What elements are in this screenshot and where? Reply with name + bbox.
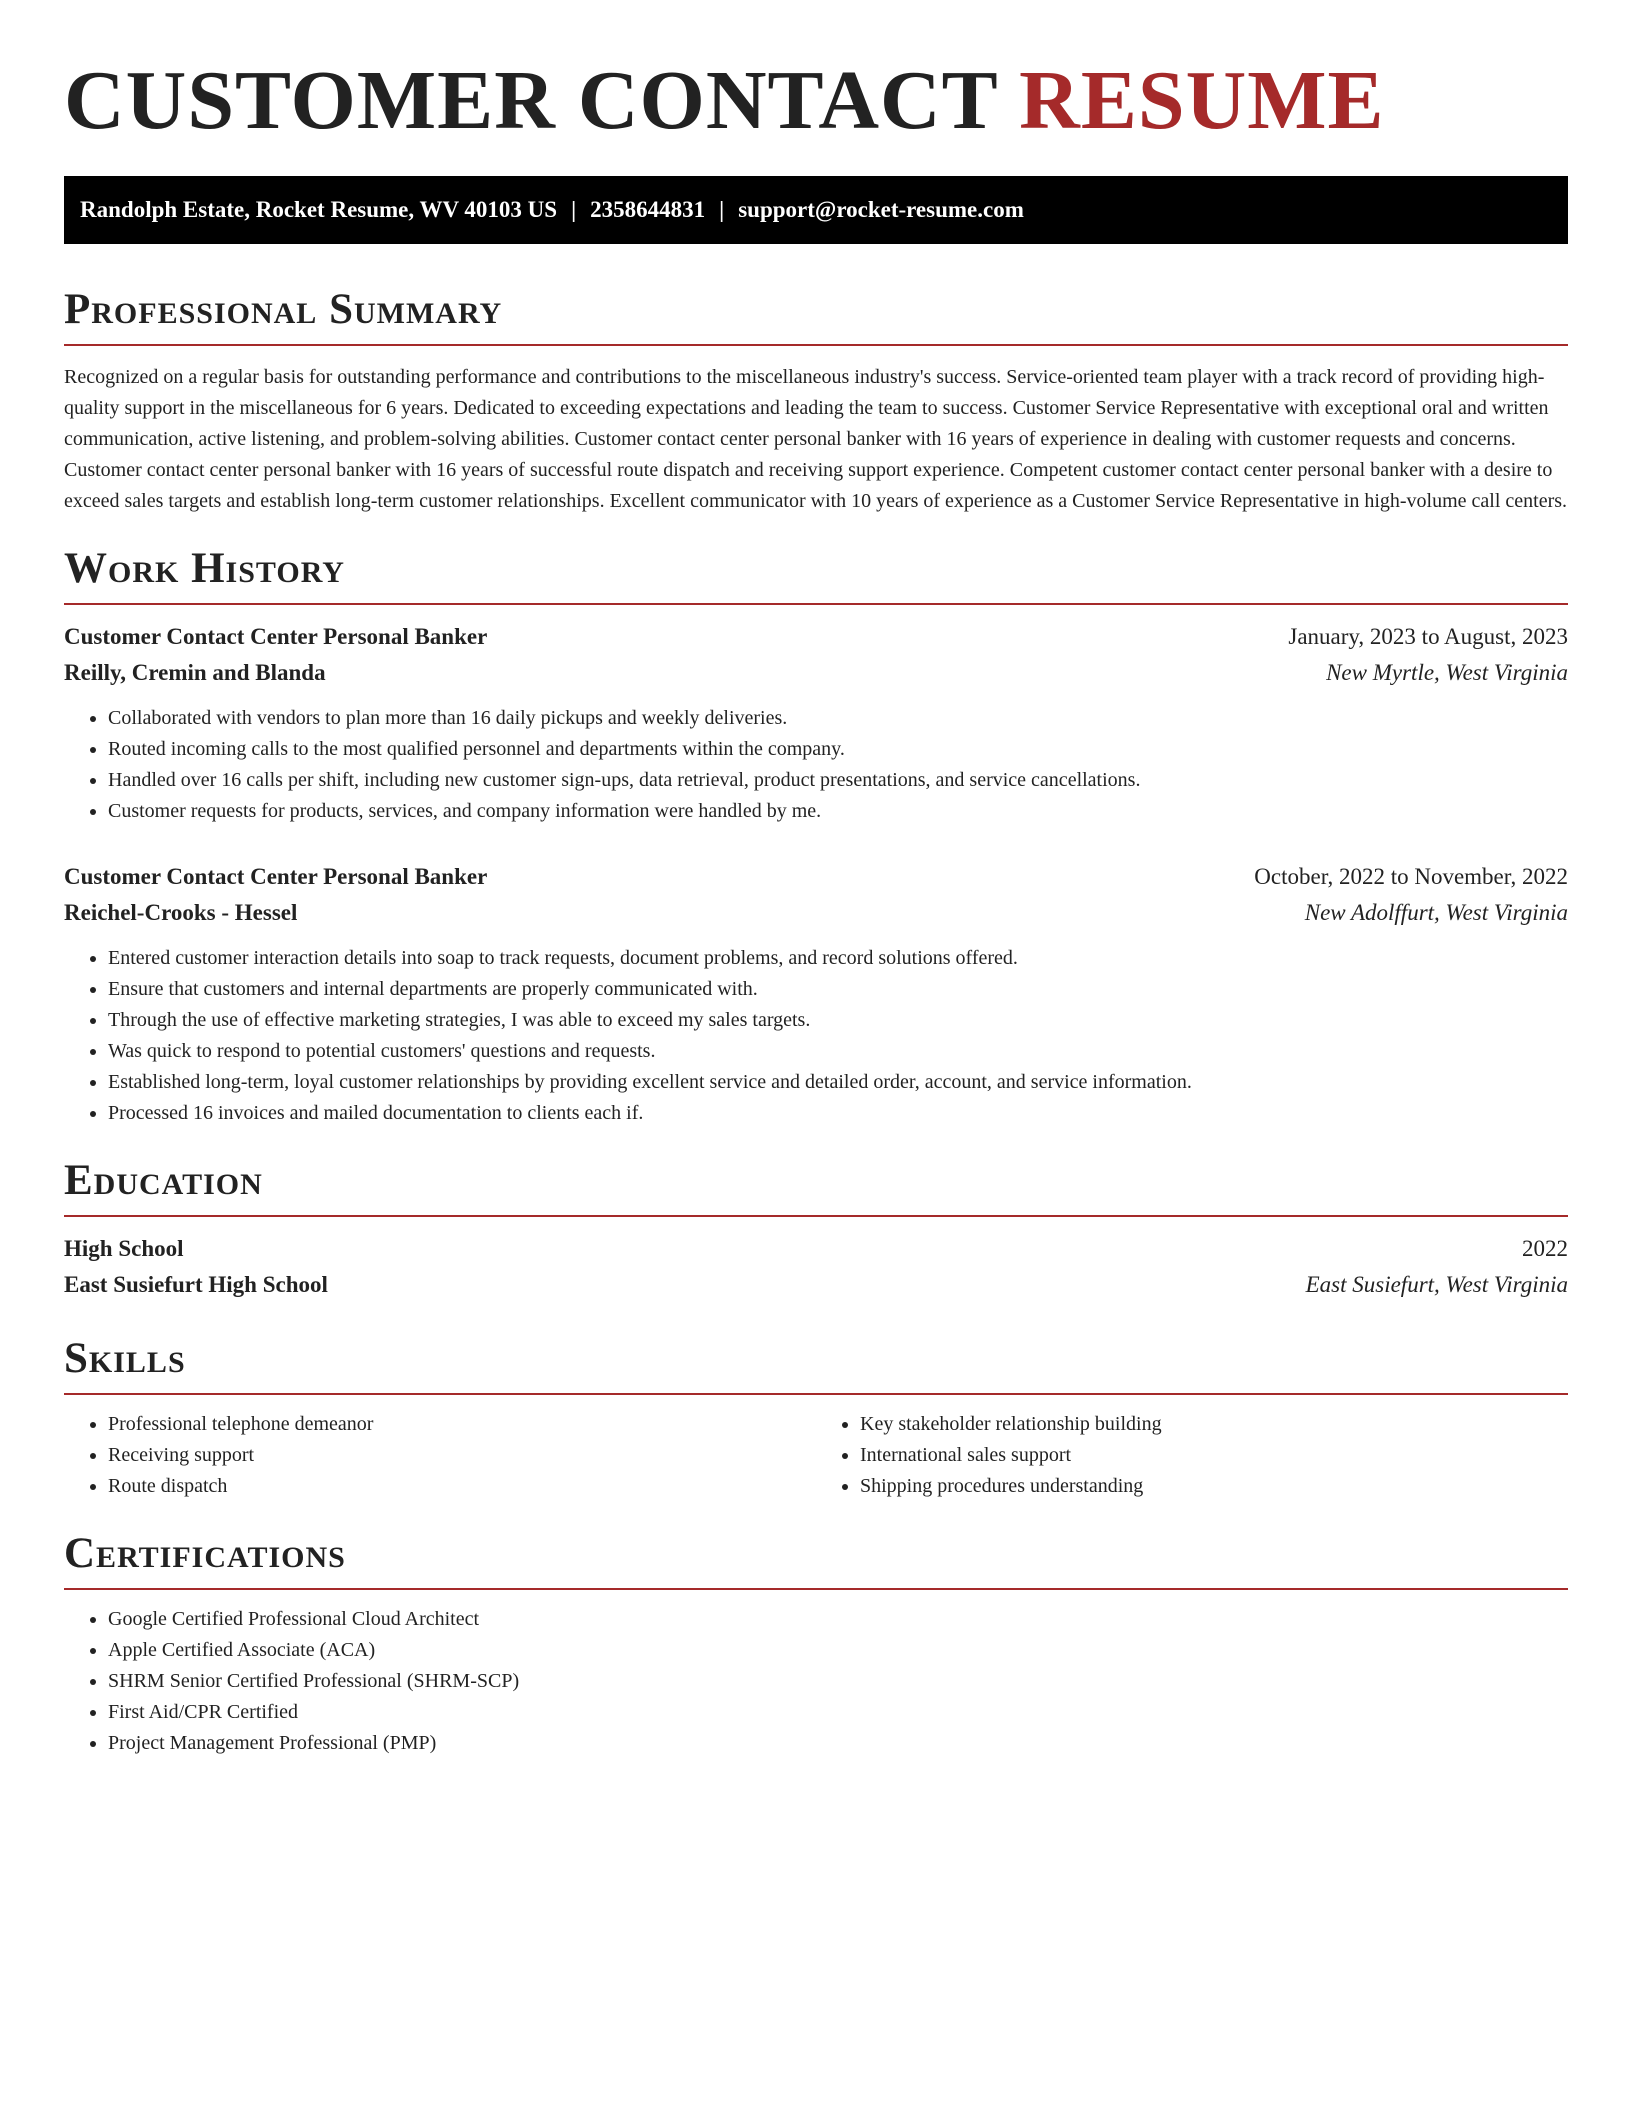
job-entry: [64, 859, 1568, 1129]
list-item: • Entered customer interaction details into soap to track requests, document problems, and record solutions offered.: [108, 943, 1568, 974]
section-heading-certifications: Certifications: [64, 1530, 346, 1577]
certifications-section: [64, 1530, 1568, 1759]
section-divider: [64, 1215, 1568, 1217]
contact-phone: 2358644831: [590, 197, 706, 222]
job-company: Reilly, Cremin and Blanda: [64, 660, 326, 685]
job-dates: January, 2023 to August, 2023: [1288, 624, 1568, 649]
job-header-row: [64, 619, 1568, 655]
education-year: 2022: [1522, 1236, 1568, 1261]
skills-section: [64, 1335, 1568, 1502]
certifications-list: [64, 1604, 1568, 1759]
list-item: • International sales support: [860, 1440, 1568, 1471]
job-company-row: [64, 655, 1568, 691]
page-title: [64, 0, 1568, 146]
section-heading-work-history: Work History: [64, 545, 345, 592]
job-bullets: [64, 703, 1568, 827]
list-item: • SHRM Senior Certified Professional (SHRM-SCP): [108, 1666, 1568, 1697]
section-heading-summary: Professional Summary: [64, 286, 503, 333]
education-degree: High School: [64, 1236, 184, 1261]
education-location: East Susiefurt, West Virginia: [1305, 1272, 1568, 1297]
list-item: • Customer requests for products, services, and company information were handled by me.: [108, 796, 1568, 827]
job-dates: October, 2022 to November, 2022: [1254, 864, 1568, 889]
section-heading-education: Education: [64, 1157, 263, 1204]
list-item: • Through the use of effective marketing strategies, I was able to exceed my sales targets.: [108, 1005, 1568, 1036]
education-school: East Susiefurt High School: [64, 1272, 328, 1297]
list-item: • Handled over 16 calls per shift, including new customer sign-ups, data retrieval, product presentations, and service cancellations.: [108, 765, 1568, 796]
education-school-row: [64, 1267, 1568, 1303]
skills-list-right: [816, 1409, 1568, 1502]
title-part-2: RESUME: [1019, 54, 1385, 147]
section-divider: [64, 1588, 1568, 1590]
job-company-row: [64, 895, 1568, 931]
skills-grid: [64, 1409, 1568, 1502]
resume-content: [64, 0, 1568, 1759]
contact-address: Randolph Estate, Rocket Resume, WV 40103 US: [80, 197, 558, 222]
list-item: • Ensure that customers and internal departments are properly communicated with.: [108, 974, 1568, 1005]
skills-list-left: [64, 1409, 816, 1502]
job-company: Reichel-Crooks - Hessel: [64, 900, 298, 925]
summary-text: Recognized on a regular basis for outstanding performance and contributions to the miscellaneous industry's success. Service-oriented team player with a track record of providing high-quality support in the miscellaneous for 6 years. Dedicated to exceeding expectations and leading the team to success. Customer Service Representative with exceptional oral and written communication, active listening, and problem-solving abilities. Customer contact center personal banker with 16 years of experience in dealing with customer requests and concerns. Customer contact center personal banker with 16 years of successful route dispatch and receiving support experience. Competent customer contact center personal banker with a desire to exceed sales targets and establish long-term customer relationships. Excellent communicator with 10 years of experience as a Customer Service Representative in high-volume call centers.: [64, 366, 1568, 512]
section-divider: [64, 344, 1568, 346]
contact-email: support@rocket-resume.com: [738, 197, 1024, 222]
list-item: • First Aid/CPR Certified: [108, 1697, 1568, 1728]
list-item: • Route dispatch: [108, 1471, 816, 1502]
list-item: • Processed 16 invoices and mailed documentation to clients each if.: [108, 1098, 1568, 1129]
contact-separator: |: [719, 197, 725, 222]
job-entry: [64, 619, 1568, 827]
list-item: • Routed incoming calls to the most qualified personnel and departments within the company.: [108, 734, 1568, 765]
list-item: • Professional telephone demeanor: [108, 1409, 816, 1440]
job-header-row: [64, 859, 1568, 895]
list-item: • Established long-term, loyal customer relationships by providing excellent service and detailed order, account, and service information.: [108, 1067, 1568, 1098]
section-heading-skills: Skills: [64, 1335, 186, 1382]
list-item: • Shipping procedures understanding: [860, 1471, 1568, 1502]
job-bullets: [64, 943, 1568, 1129]
contact-bar: [64, 176, 1568, 244]
job-location: New Adolffurt, West Virginia: [1304, 900, 1568, 925]
job-title: Customer Contact Center Personal Banker: [64, 624, 488, 649]
list-item: • Key stakeholder relationship building: [860, 1409, 1568, 1440]
job-location: New Myrtle, West Virginia: [1326, 660, 1568, 685]
title-part-1: CUSTOMER CONTACT: [64, 54, 998, 147]
list-item: • Receiving support: [108, 1440, 816, 1471]
section-divider: [64, 603, 1568, 605]
education-degree-row: [64, 1231, 1568, 1267]
education-section: [64, 1157, 1568, 1303]
education-entry: [64, 1231, 1568, 1303]
list-item: • Apple Certified Associate (ACA): [108, 1635, 1568, 1666]
list-item: • Google Certified Professional Cloud Architect: [108, 1604, 1568, 1635]
job-title: Customer Contact Center Personal Banker: [64, 864, 488, 889]
list-item: • Was quick to respond to potential customers' questions and requests.: [108, 1036, 1568, 1067]
summary-section: [64, 286, 1568, 517]
list-item: • Collaborated with vendors to plan more than 16 daily pickups and weekly deliveries.: [108, 703, 1568, 734]
contact-separator: |: [571, 197, 577, 222]
work-history-section: [64, 545, 1568, 1129]
section-divider: [64, 1393, 1568, 1395]
list-item: • Project Management Professional (PMP): [108, 1728, 1568, 1759]
